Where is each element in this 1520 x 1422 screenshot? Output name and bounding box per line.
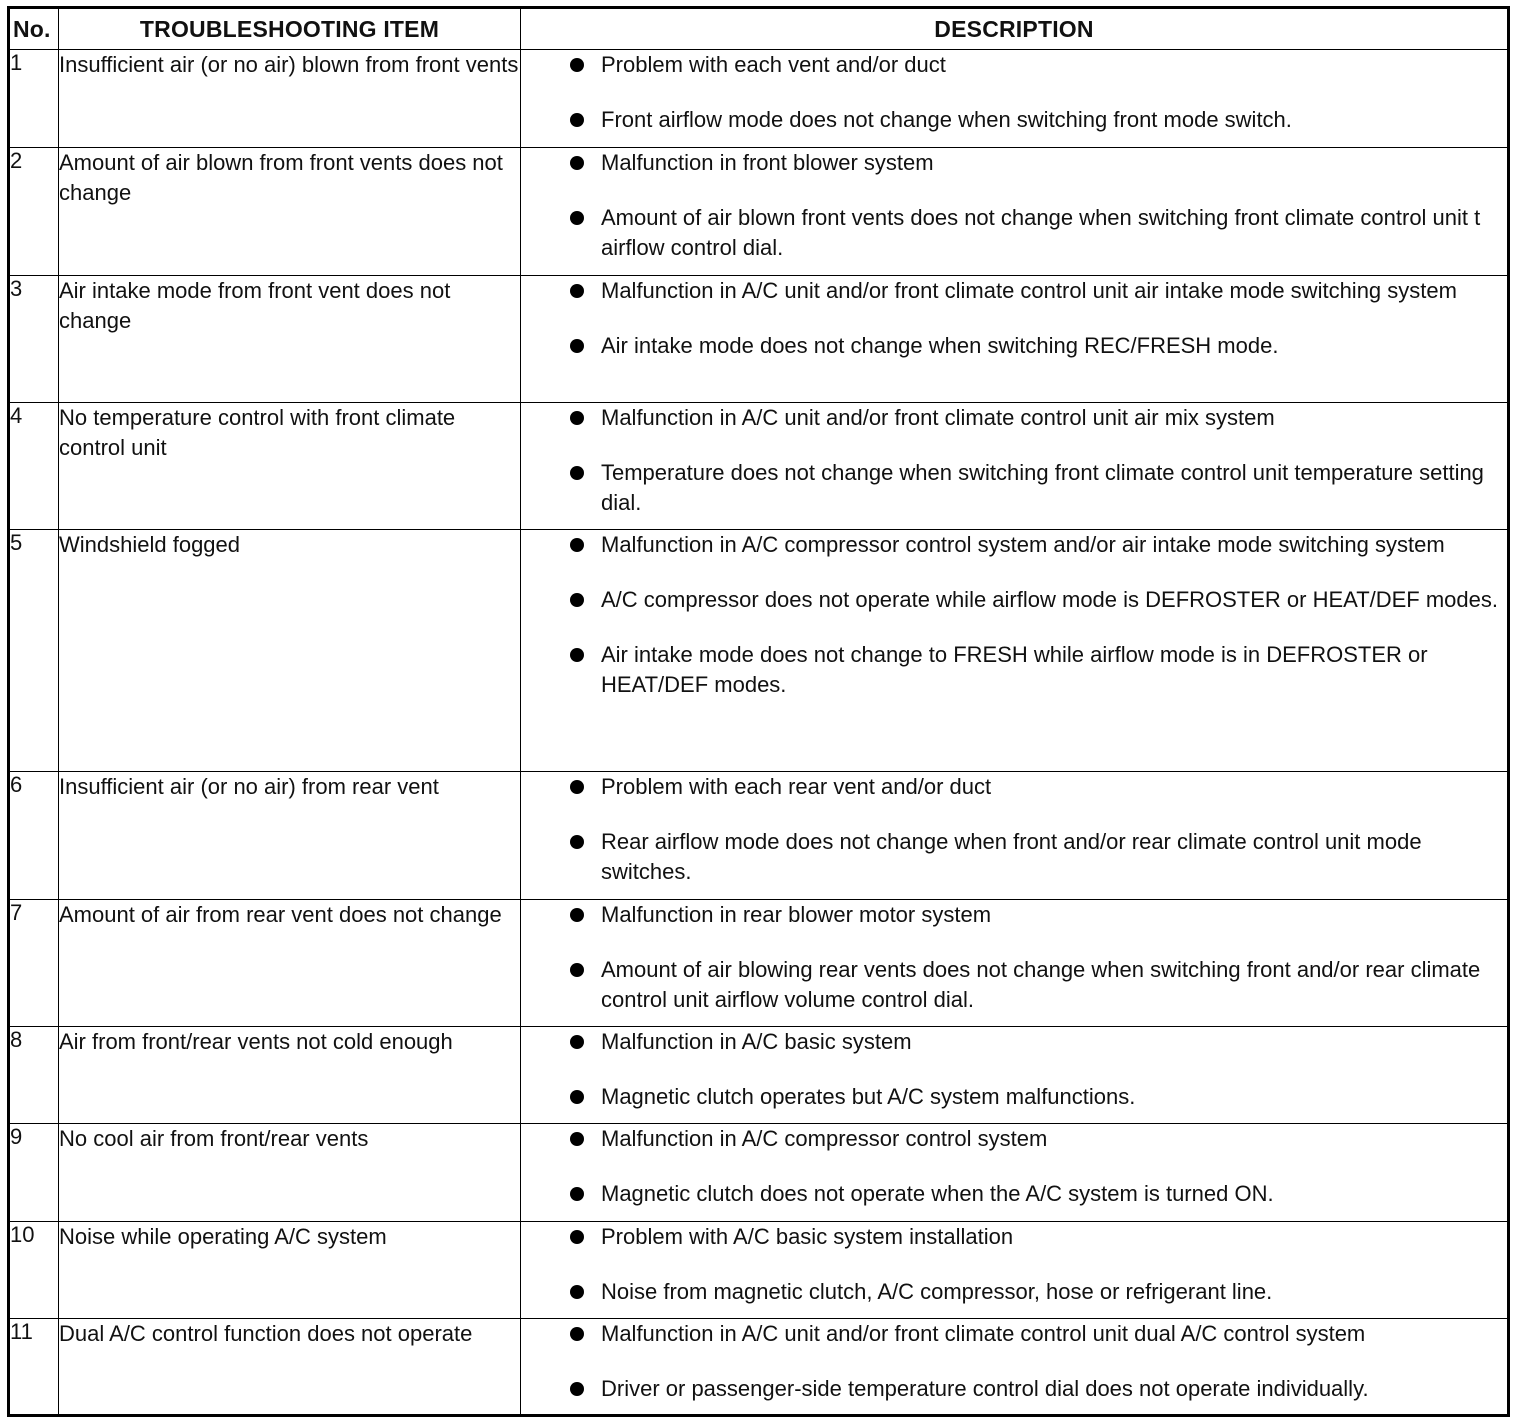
description-item xyxy=(521,148,1507,178)
troubleshooting-item: Dual A/C control function does not operate xyxy=(59,1319,521,1416)
bullet-icon xyxy=(570,835,584,849)
description-text: Malfunction in A/C unit and/or front climate control unit air mix system xyxy=(601,405,1275,430)
row-number: 10 xyxy=(9,1222,59,1319)
description-list xyxy=(521,900,1507,1015)
row-number: 5 xyxy=(9,530,59,772)
description-list xyxy=(521,1319,1507,1404)
description-cell xyxy=(521,772,1509,900)
description-cell xyxy=(521,1222,1509,1319)
table-row xyxy=(9,50,1509,148)
row-number: 9 xyxy=(9,1124,59,1222)
header-description: DESCRIPTION xyxy=(521,8,1509,50)
troubleshooting-item: No temperature control with front climate control unit xyxy=(59,403,521,530)
description-text: Amount of air blown front vents does not change when switching front climate control unit t airflow control dial. xyxy=(601,205,1481,260)
description-item xyxy=(521,900,1507,930)
description-text: Malfunction in A/C unit and/or front climate control unit dual A/C control system xyxy=(601,1321,1366,1346)
description-list xyxy=(521,1124,1507,1209)
table-header xyxy=(9,8,1509,50)
description-text: A/C compressor does not operate while airflow mode is DEFROSTER or HEAT/DEF modes. xyxy=(601,587,1499,612)
description-text: Malfunction in A/C compressor control system and/or air intake mode switching system xyxy=(601,532,1445,557)
description-item xyxy=(521,1082,1507,1112)
header-no: No. xyxy=(9,8,59,50)
table-row xyxy=(9,530,1509,772)
description-text: Amount of air blowing rear vents does not change when switching front and/or rear climate control unit airflow volume control dial. xyxy=(601,957,1481,1012)
table-row xyxy=(9,403,1509,530)
description-list xyxy=(521,403,1507,518)
description-cell xyxy=(521,1027,1509,1124)
description-text: Malfunction in front blower system xyxy=(601,150,934,175)
table-row xyxy=(9,772,1509,900)
description-item xyxy=(521,458,1507,518)
table-row xyxy=(9,276,1509,403)
description-list xyxy=(521,50,1507,135)
description-cell xyxy=(521,148,1509,276)
bullet-icon xyxy=(570,908,584,922)
table-row xyxy=(9,1027,1509,1124)
description-text: Malfunction in A/C unit and/or front climate control unit air intake mode switching system xyxy=(601,278,1457,303)
bullet-icon xyxy=(570,1035,584,1049)
description-text: Air intake mode does not change when switching REC/FRESH mode. xyxy=(601,333,1279,358)
troubleshooting-item: Insufficient air (or no air) from rear vent xyxy=(59,772,521,900)
troubleshooting-item: Air from front/rear vents not cold enough xyxy=(59,1027,521,1124)
bullet-icon xyxy=(570,538,584,552)
description-list xyxy=(521,1027,1507,1112)
table-row xyxy=(9,1222,1509,1319)
row-number: 7 xyxy=(9,900,59,1027)
description-cell xyxy=(521,1319,1509,1416)
troubleshooting-item: No cool air from front/rear vents xyxy=(59,1124,521,1222)
description-text: Temperature does not change when switching front climate control unit temperature setting dial. xyxy=(601,460,1484,515)
troubleshooting-table xyxy=(7,6,1510,1417)
description-text: Noise from magnetic clutch, A/C compressor, hose or refrigerant line. xyxy=(601,1279,1273,1304)
row-number: 6 xyxy=(9,772,59,900)
troubleshooting-item: Noise while operating A/C system xyxy=(59,1222,521,1319)
description-item xyxy=(521,772,1507,802)
description-text: Problem with each rear vent and/or duct xyxy=(601,774,992,799)
bullet-icon xyxy=(570,593,584,607)
description-cell xyxy=(521,50,1509,148)
description-item xyxy=(521,640,1507,700)
bullet-icon xyxy=(570,211,584,225)
description-item xyxy=(521,530,1507,560)
description-text: Air intake mode does not change to FRESH while airflow mode is in DEFROSTER or HEAT/DEF modes. xyxy=(601,642,1428,697)
table-row xyxy=(9,900,1509,1027)
bullet-icon xyxy=(570,1327,584,1341)
description-cell xyxy=(521,403,1509,530)
description-text: Problem with A/C basic system installation xyxy=(601,1224,1014,1249)
description-text: Problem with each vent and/or duct xyxy=(601,52,946,77)
row-number: 2 xyxy=(9,148,59,276)
description-cell xyxy=(521,1124,1509,1222)
description-cell xyxy=(521,900,1509,1027)
description-cell xyxy=(521,276,1509,403)
table-row xyxy=(9,148,1509,276)
description-list xyxy=(521,148,1507,263)
row-number: 3 xyxy=(9,276,59,403)
row-number: 8 xyxy=(9,1027,59,1124)
bullet-icon xyxy=(570,284,584,298)
description-cell xyxy=(521,530,1509,772)
bullet-icon xyxy=(570,339,584,353)
troubleshooting-item: Amount of air from rear vent does not change xyxy=(59,900,521,1027)
description-item xyxy=(521,203,1507,263)
bullet-icon xyxy=(570,113,584,127)
row-number: 1 xyxy=(9,50,59,148)
row-number: 4 xyxy=(9,403,59,530)
bullet-icon xyxy=(570,1187,584,1201)
description-item xyxy=(521,1319,1507,1349)
bullet-icon xyxy=(570,411,584,425)
description-item xyxy=(521,403,1507,433)
description-item xyxy=(521,1374,1507,1404)
description-text: Malfunction in A/C compressor control system xyxy=(601,1126,1048,1151)
description-text: Rear airflow mode does not change when front and/or rear climate control unit mode switches. xyxy=(601,829,1422,884)
bullet-icon xyxy=(570,1382,584,1396)
header-row xyxy=(9,8,1509,50)
bullet-icon xyxy=(570,963,584,977)
header-troubleshooting-item: TROUBLESHOOTING ITEM xyxy=(59,8,521,50)
description-item xyxy=(521,50,1507,80)
table-row xyxy=(9,1319,1509,1416)
description-text: Front airflow mode does not change when switching front mode switch. xyxy=(601,107,1292,132)
bullet-icon xyxy=(570,648,584,662)
description-text: Magnetic clutch does not operate when the A/C system is turned ON. xyxy=(601,1181,1274,1206)
bullet-icon xyxy=(570,780,584,794)
description-item xyxy=(521,1124,1507,1154)
description-list xyxy=(521,276,1507,361)
description-item xyxy=(521,827,1507,887)
troubleshooting-item: Windshield fogged xyxy=(59,530,521,772)
troubleshooting-item: Amount of air blown from front vents does not change xyxy=(59,148,521,276)
bullet-icon xyxy=(570,1090,584,1104)
description-list xyxy=(521,1222,1507,1307)
bullet-icon xyxy=(570,156,584,170)
bullet-icon xyxy=(570,1285,584,1299)
troubleshooting-item: Air intake mode from front vent does not change xyxy=(59,276,521,403)
description-item xyxy=(521,105,1507,135)
description-item xyxy=(521,955,1507,1015)
description-item xyxy=(521,1277,1507,1307)
description-item xyxy=(521,1222,1507,1252)
description-text: Malfunction in rear blower motor system xyxy=(601,902,992,927)
troubleshooting-item: Insufficient air (or no air) blown from front vents xyxy=(59,50,521,148)
description-item xyxy=(521,1027,1507,1057)
bullet-icon xyxy=(570,58,584,72)
table-body xyxy=(9,50,1509,1416)
table-row xyxy=(9,1124,1509,1222)
description-text: Magnetic clutch operates but A/C system malfunctions. xyxy=(601,1084,1136,1109)
description-text: Malfunction in A/C basic system xyxy=(601,1029,912,1054)
description-text: Driver or passenger-side temperature control dial does not operate individually. xyxy=(601,1376,1369,1401)
bullet-icon xyxy=(570,1132,584,1146)
description-item xyxy=(521,585,1507,615)
description-list xyxy=(521,530,1507,700)
description-item xyxy=(521,331,1507,361)
description-item xyxy=(521,1179,1507,1209)
bullet-icon xyxy=(570,1230,584,1244)
description-list xyxy=(521,772,1507,887)
description-item xyxy=(521,276,1507,306)
bullet-icon xyxy=(570,466,584,480)
row-number: 11 xyxy=(9,1319,59,1416)
